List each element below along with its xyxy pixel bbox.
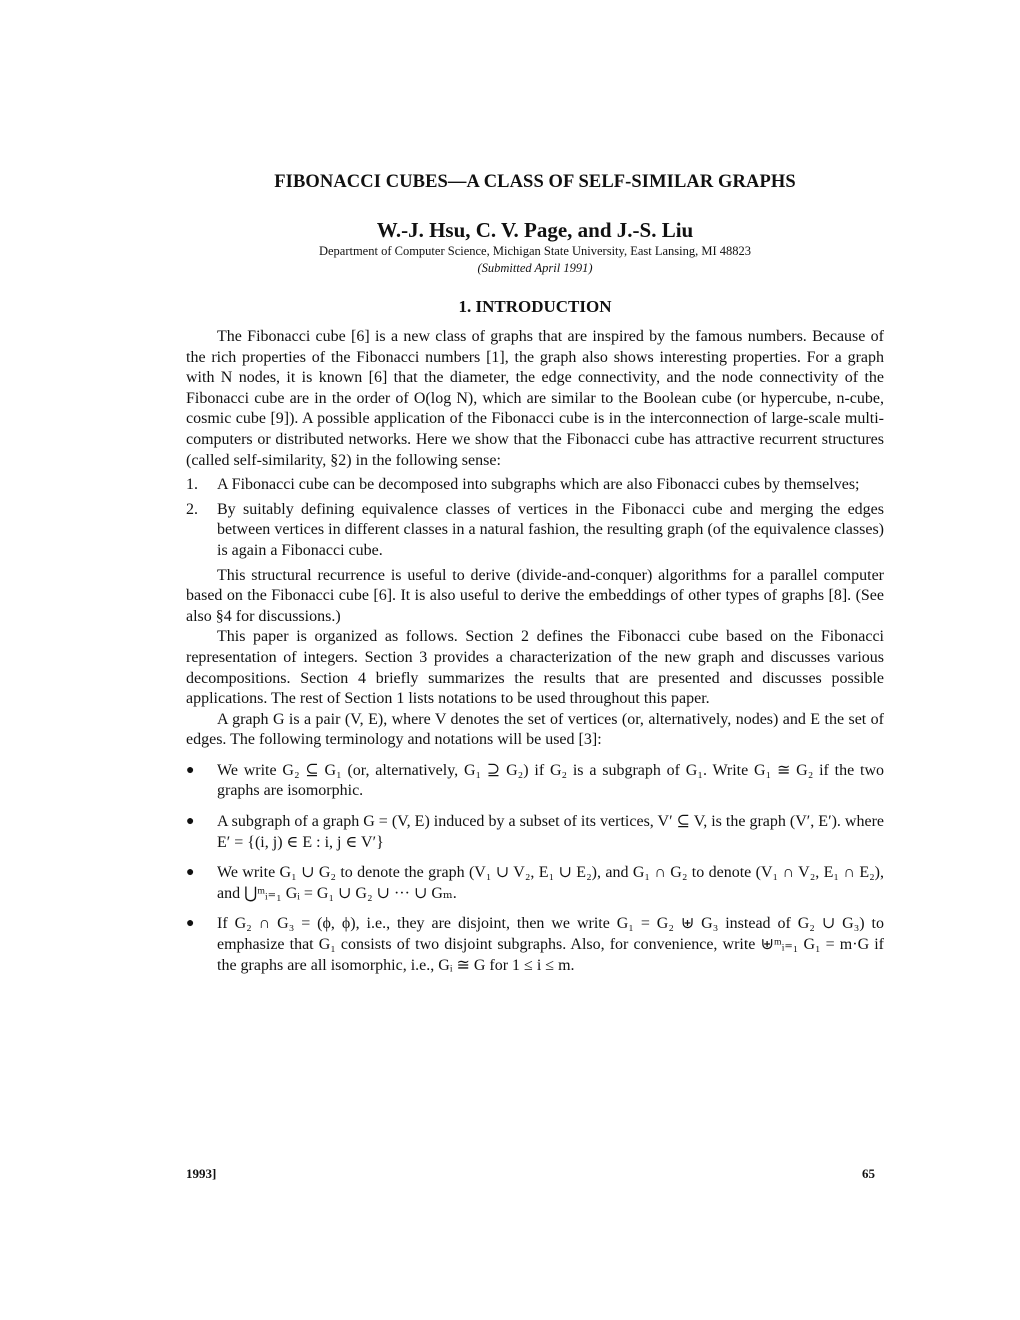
list-text: A Fibonacci cube can be decomposed into subgraphs which are also Fibonacci cubes by themselves; xyxy=(217,476,860,494)
affiliation: Department of Computer Science, Michigan State University, East Lansing, MI 48823 xyxy=(318,244,752,258)
bullet-dot-icon: ● xyxy=(186,916,195,932)
bullet-text: A subgraph of a graph G = (V, E) induced by a subset of its vertices, V′ ⊆ V, is the graph (V′, E′). where E′ = {(i, j) ∈ E : i, j ∈ V′} xyxy=(217,813,884,851)
bullet-dot-icon: ● xyxy=(186,814,195,830)
bullet-text: We write G₁ ∪ G₂ to denote the graph (V₁ ∪ V₂, E₁ ∪ E₂), and G₁ ∩ G₂ to denote (V₁ ∩ V₂, E₁ ∩ E₂), and ⋃ᵐᵢ₌₁ Gᵢ = G₁ ∪ G₂ ∪ ··· ∪ Gₘ. xyxy=(217,864,884,902)
section-heading: 1. INTRODUCTION xyxy=(458,297,612,316)
list-number: 1. xyxy=(186,476,198,494)
list-text: By suitably defining equivalence classes of vertices in the Fibonacci cube and merging the edges between vertices in different classes in a natural fashion, the resulting graph (of the equivalence classes) is again a Fibonacci cube. xyxy=(217,500,884,559)
bullet-dot-icon: ● xyxy=(186,865,195,881)
bullet-text: We write G₂ ⊆ G₁ (or, alternatively, G₁ ⊇ G₂) if G₂ is a subgraph of G₁. Write G₁ ≅ G₂ if the two graphs are isomorphic. xyxy=(217,761,884,800)
bullet-item xyxy=(186,761,884,802)
intro-paragraph-3: This paper is organized as follows. Section 2 defines the Fibonacci cube based on the Fibonacci representation of integers. Section 3 provides a characterization of the new graph and discusses various decompositions. Section 4 briefly summarizes the results that are presented and discusses possible applications. The rest of Section 1 lists notations to be used throughout this paper. xyxy=(186,628,884,708)
intro-paragraph-4: A graph G is a pair (V, E), where V denotes the set of vertices (or, alternatively, nodes) and E the set of edges. The following terminology and notations will be used [3]: xyxy=(186,710,884,749)
bullet-dot-icon: ● xyxy=(186,762,195,778)
authors: W.-J. Hsu, C. V. Page, and J.-S. Liu xyxy=(376,218,694,242)
list-item xyxy=(186,500,884,562)
bullet-item xyxy=(186,863,884,904)
paper-title: FIBONACCI CUBES—A CLASS OF SELF-SIMILAR GRAPHS xyxy=(274,172,796,192)
intro-paragraph-2: This structural recurrence is useful to derive (divide-and-conquer) algorithms for a parallel computer based on the Fibonacci cube [6]. It is also useful to derive the embeddings of other types of graphs [8]. (See also §4 for discussions.) xyxy=(186,566,884,625)
page-number: 65 xyxy=(862,1166,875,1181)
bullet-text: If G₂ ∩ G₃ = (ϕ, ϕ), i.e., they are disjoint, then we write G₁ = G₂ ⊎ G₃ instead of G₂ ∪ G₃) to emphasize that G₁ consists of two disjoint subgraphs. Also, for convenience, write ⊎ᵐᵢ₌₁ G₁ = m·G if the graphs are all isomorphic, i.e., Gᵢ ≅ G for 1 ≤ i ≤ m. xyxy=(217,915,884,974)
bullet-item xyxy=(186,914,884,976)
submission-date: (Submitted April 1991) xyxy=(477,261,593,275)
footer-year: 1993] xyxy=(186,1166,217,1181)
list-item xyxy=(186,475,884,496)
list-number: 2. xyxy=(186,500,198,518)
intro-text xyxy=(186,327,884,976)
bullet-item xyxy=(186,812,884,853)
intro-paragraph-1: The Fibonacci cube [6] is a new class of graphs that are inspired by the famous numbers. Because of the rich properties of the Fibonacci numbers [1], the graph also shows interesting properties. For a graph with N nodes, it is known [6] that the diameter, the edge connectivity, and the node connectivity of the Fibonacci cube are in the order of O(log N), which are similar to the Boolean cube (or hypercube, n-cube, cosmic cube [9]). A possible application of the Fibonacci cube is in the interconnection of large-scale multi-computers or distributed networks. Here we show that the Fibonacci cube has attractive recurrent structures (called self-similarity, §2) in the following sense: xyxy=(186,328,884,469)
